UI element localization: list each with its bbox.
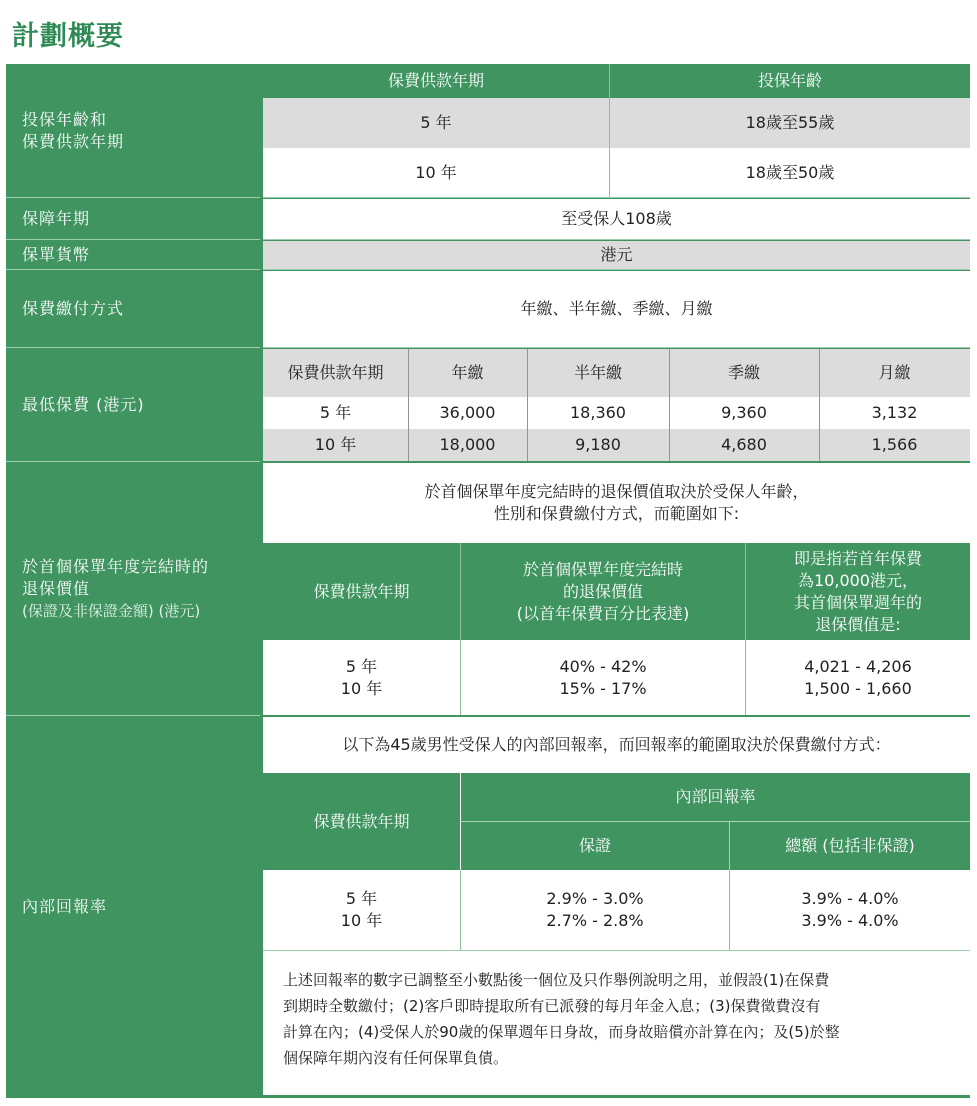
surrender-header-pct: [461, 543, 745, 640]
surrender-intro: [263, 463, 970, 543]
surrender-header-pct-line2: 的退保價值: [562, 581, 643, 601]
surrender-pct-10: 15% - 17%: [559, 678, 647, 698]
surrender-example-10: 1,500 - 1,660: [804, 678, 912, 698]
irr-footnote-line4: 個保障年期內沒有任何保單負債。: [283, 1049, 509, 1067]
irr-guaranteed-values: [461, 870, 729, 950]
divider: [745, 543, 746, 715]
irr-total-values: [730, 870, 970, 950]
divider: [263, 269, 970, 270]
divider: [527, 349, 528, 461]
divider: [263, 950, 970, 951]
label-surrender-value: [6, 462, 260, 716]
divider: [460, 870, 461, 950]
irr-panel: [263, 717, 970, 1095]
irr-footnote-line1: 上述回報率的數字已調整至小數點後一個位及只作舉例說明之用，並假設(1)在保費: [283, 971, 830, 989]
irr-total-5: 3.9% - 4.0%: [801, 889, 899, 908]
surrender-header-example-line3: 其首個保單週年的: [793, 592, 922, 612]
label-age-term: [6, 64, 260, 198]
surrender-header-term: 保費供款年期: [263, 543, 460, 640]
divider: [819, 349, 820, 461]
surrender-header-example-line4: 退保價值是:: [815, 614, 901, 634]
surrender-pct-5: 40% - 42%: [559, 656, 647, 676]
divider: [461, 821, 970, 822]
age-range-10-year: 18歲至50歲: [610, 148, 970, 197]
label-payment-mode: 保費繳付方式: [6, 270, 260, 348]
surrender-intro-line2: 性別和保費繳付方式，而範圍如下:: [493, 504, 740, 523]
min-premium-10y-monthly: 1,566: [819, 429, 970, 461]
surrender-example-5: 4,021 - 4,206: [804, 656, 912, 676]
term-10-year: 10 年: [263, 148, 609, 197]
divider: [729, 870, 730, 950]
label-age-term-line2: 保費供款年期: [22, 131, 125, 151]
min-premium-header-quarterly: 季繳: [669, 349, 819, 397]
surrender-term-10: 10 年: [340, 678, 383, 698]
label-irr: 內部回報率: [6, 716, 260, 1098]
surrender-term-5: 5 年: [345, 656, 378, 676]
payment-mode-value: 年繳、半年繳、季繳、月繳: [263, 271, 970, 347]
surrender-value-panel: [263, 463, 970, 715]
coverage-value: 至受保人108歲: [263, 199, 970, 239]
irr-guaranteed-10: 2.7% - 2.8%: [546, 911, 644, 930]
surrender-header-pct-line3: (以首年保費百分比表達): [516, 603, 690, 623]
surrender-header-example-line2: 為10,000港元，: [798, 570, 918, 590]
min-premium-5y-semiannual: 18,360: [527, 397, 669, 429]
surrender-header-example: [746, 543, 970, 640]
irr-header-total: 總額 (包括非保證): [730, 822, 970, 870]
divider: [609, 64, 610, 197]
irr-footnote-line2: 到期時全數繳付；(2)客戶即時提取所有已派發的每月年金入息；(3)保費徵費沒有: [283, 997, 821, 1015]
min-premium-header-annual: 年繳: [408, 349, 527, 397]
surrender-header-example-line1: 即是指若首年保費: [793, 548, 922, 568]
plan-summary-table: [6, 64, 970, 1098]
label-surrender-line1: 於首個保單年度完結時的: [22, 556, 210, 576]
divider: [263, 197, 970, 198]
divider: [669, 349, 670, 461]
min-premium-5y-quarterly: 9,360: [669, 397, 819, 429]
irr-term-5: 5 年: [345, 889, 378, 908]
min-premium-header-term: 保費供款年期: [263, 349, 408, 397]
divider: [460, 543, 461, 715]
irr-header-irr: 內部回報率: [461, 773, 970, 821]
surrender-examples: [746, 640, 970, 715]
min-premium-5y-term: 5 年: [263, 397, 408, 429]
surrender-header-pct-line1: 於首個保單年度完結時: [522, 559, 683, 579]
header-term: 保費供款年期: [263, 64, 609, 98]
divider: [263, 347, 970, 348]
label-min-premium: 最低保費 (港元): [6, 348, 260, 462]
label-surrender-sub: (保證及非保證金額) (港元): [22, 601, 201, 620]
min-premium-10y-term: 10 年: [263, 429, 408, 461]
irr-footnote-line3: 計算在內；(4)受保人於90歲的保單週年日身故，而身故賠償亦計算在內；及(5)於整: [283, 1023, 840, 1041]
min-premium-table: [263, 349, 970, 461]
irr-intro: 以下為45歲男性受保人的內部回報率，而回報率的範圍取決於保費繳付方式：: [263, 717, 970, 773]
irr-header-term: 保費供款年期: [263, 773, 460, 870]
irr-footnote: [283, 967, 963, 1071]
header-age: 投保年齡: [610, 64, 970, 98]
min-premium-header-semiannual: 半年繳: [527, 349, 669, 397]
divider: [408, 349, 409, 461]
age-range-5-year: 18歲至55歲: [610, 98, 970, 148]
label-coverage: 保障年期: [6, 198, 260, 240]
page-title: 計劃概要: [12, 21, 124, 52]
min-premium-10y-annual: 18,000: [408, 429, 527, 461]
min-premium-5y-monthly: 3,132: [819, 397, 970, 429]
label-surrender-line2: 退保價值: [22, 578, 91, 598]
min-premium-10y-quarterly: 4,680: [669, 429, 819, 461]
irr-term-10: 10 年: [340, 911, 383, 930]
min-premium-10y-semiannual: 9,180: [527, 429, 669, 461]
irr-total-10: 3.9% - 4.0%: [801, 911, 899, 930]
surrender-pcts: [461, 640, 745, 715]
irr-terms: [263, 870, 460, 950]
divider: [263, 239, 970, 240]
surrender-terms: [263, 640, 460, 715]
label-age-term-line1: 投保年齡和: [22, 109, 108, 129]
min-premium-5y-annual: 36,000: [408, 397, 527, 429]
min-premium-header-monthly: 月繳: [819, 349, 970, 397]
currency-value: 港元: [263, 241, 970, 269]
divider: [729, 822, 730, 870]
irr-header-guaranteed: 保證: [461, 822, 729, 870]
term-5-year: 5 年: [263, 98, 609, 148]
irr-guaranteed-5: 2.9% - 3.0%: [546, 889, 644, 908]
label-currency: 保單貨幣: [6, 240, 260, 270]
surrender-intro-line1: 於首個保單年度完結時的退保價值取決於受保人年齡，: [424, 482, 809, 501]
